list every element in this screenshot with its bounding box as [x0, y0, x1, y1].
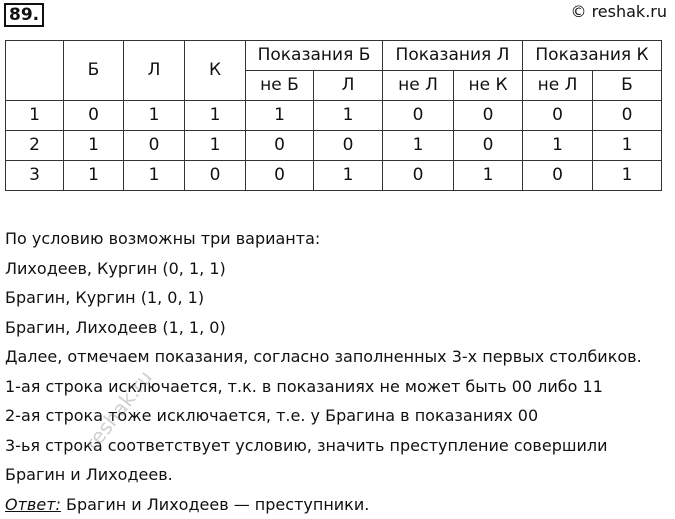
table-cell: 1: [593, 161, 662, 191]
table-cell: 0: [185, 161, 246, 191]
text-line: Лиходеев, Кургин (0, 1, 1): [5, 254, 671, 284]
table-cell: 0: [523, 161, 593, 191]
table-header-row: [6, 41, 662, 71]
table-cell: 0: [383, 101, 454, 131]
table-row: [6, 101, 662, 131]
table-cell: 1: [185, 101, 246, 131]
table-cell: 1: [523, 131, 593, 161]
subheader-cell: Б: [593, 71, 662, 101]
table-row: [6, 131, 662, 161]
table-cell: 1: [454, 161, 523, 191]
table-cell: 0: [454, 101, 523, 131]
table-cell: 1: [64, 161, 124, 191]
table-cell: 0: [124, 131, 185, 161]
table-cell: 1: [314, 101, 383, 131]
text-line: 1-ая строка исключается, т.к. в показаниях не может быть 00 либо 11: [5, 372, 671, 402]
table-cell: 0: [523, 101, 593, 131]
answer-label: Ответ:: [5, 495, 61, 514]
text-line: 2-ая строка тоже исключается, т.е. у Брагина в показаниях 00: [5, 401, 671, 431]
group-header-cell: Показания Л: [383, 41, 523, 71]
text-line: Брагин, Кургин (1, 0, 1): [5, 283, 671, 313]
table-cell: 0: [246, 131, 314, 161]
table-cell: 0: [314, 131, 383, 161]
table-cell: 2: [6, 131, 64, 161]
header-cell-empty: [6, 41, 64, 101]
solution-table: [5, 40, 662, 191]
table-cell: 1: [246, 101, 314, 131]
table-cell: 1: [383, 131, 454, 161]
table-cell: 1: [64, 131, 124, 161]
table-cell: 3: [6, 161, 64, 191]
answer-text: Брагин и Лиходеев — преступники.: [61, 495, 369, 514]
problem-number: 89.: [4, 3, 44, 27]
table-cell: 0: [454, 131, 523, 161]
table-cell: 1: [185, 131, 246, 161]
table-cell: 1: [593, 131, 662, 161]
table-cell: 0: [246, 161, 314, 191]
table-cell: 1: [124, 101, 185, 131]
table-cell: 0: [383, 161, 454, 191]
text-line: По условию возможны три варианта:: [5, 224, 671, 254]
subheader-cell: не Л: [383, 71, 454, 101]
table-cell: 1: [6, 101, 64, 131]
text-line: 3-ья строка соответствует условию, значить преступление совершили Брагин и Лиходеев.: [5, 431, 671, 490]
table-cell: 1: [314, 161, 383, 191]
subheader-cell: не К: [454, 71, 523, 101]
text-line: Брагин, Лиходеев (1, 1, 0): [5, 313, 671, 343]
text-line: Далее, отмечаем показания, согласно заполненных 3-х первых столбиков.: [5, 342, 671, 372]
answer-line: [5, 490, 671, 519]
table-cell: 0: [593, 101, 662, 131]
subheader-cell: Л: [314, 71, 383, 101]
watermark-logo: reshak.ru: [80, 366, 157, 455]
subheader-cell: не Л: [523, 71, 593, 101]
site-credit: © reshak.ru: [570, 2, 667, 22]
group-header-cell: Показания К: [523, 41, 662, 71]
solution-text: [5, 224, 671, 519]
subheader-cell: не Б: [246, 71, 314, 101]
group-header-cell: Показания Б: [246, 41, 383, 71]
header-cell: К: [185, 41, 246, 101]
table-row: [6, 161, 662, 191]
table-cell: 0: [64, 101, 124, 131]
table-cell: 1: [124, 161, 185, 191]
header-cell: Л: [124, 41, 185, 101]
header-cell: Б: [64, 41, 124, 101]
